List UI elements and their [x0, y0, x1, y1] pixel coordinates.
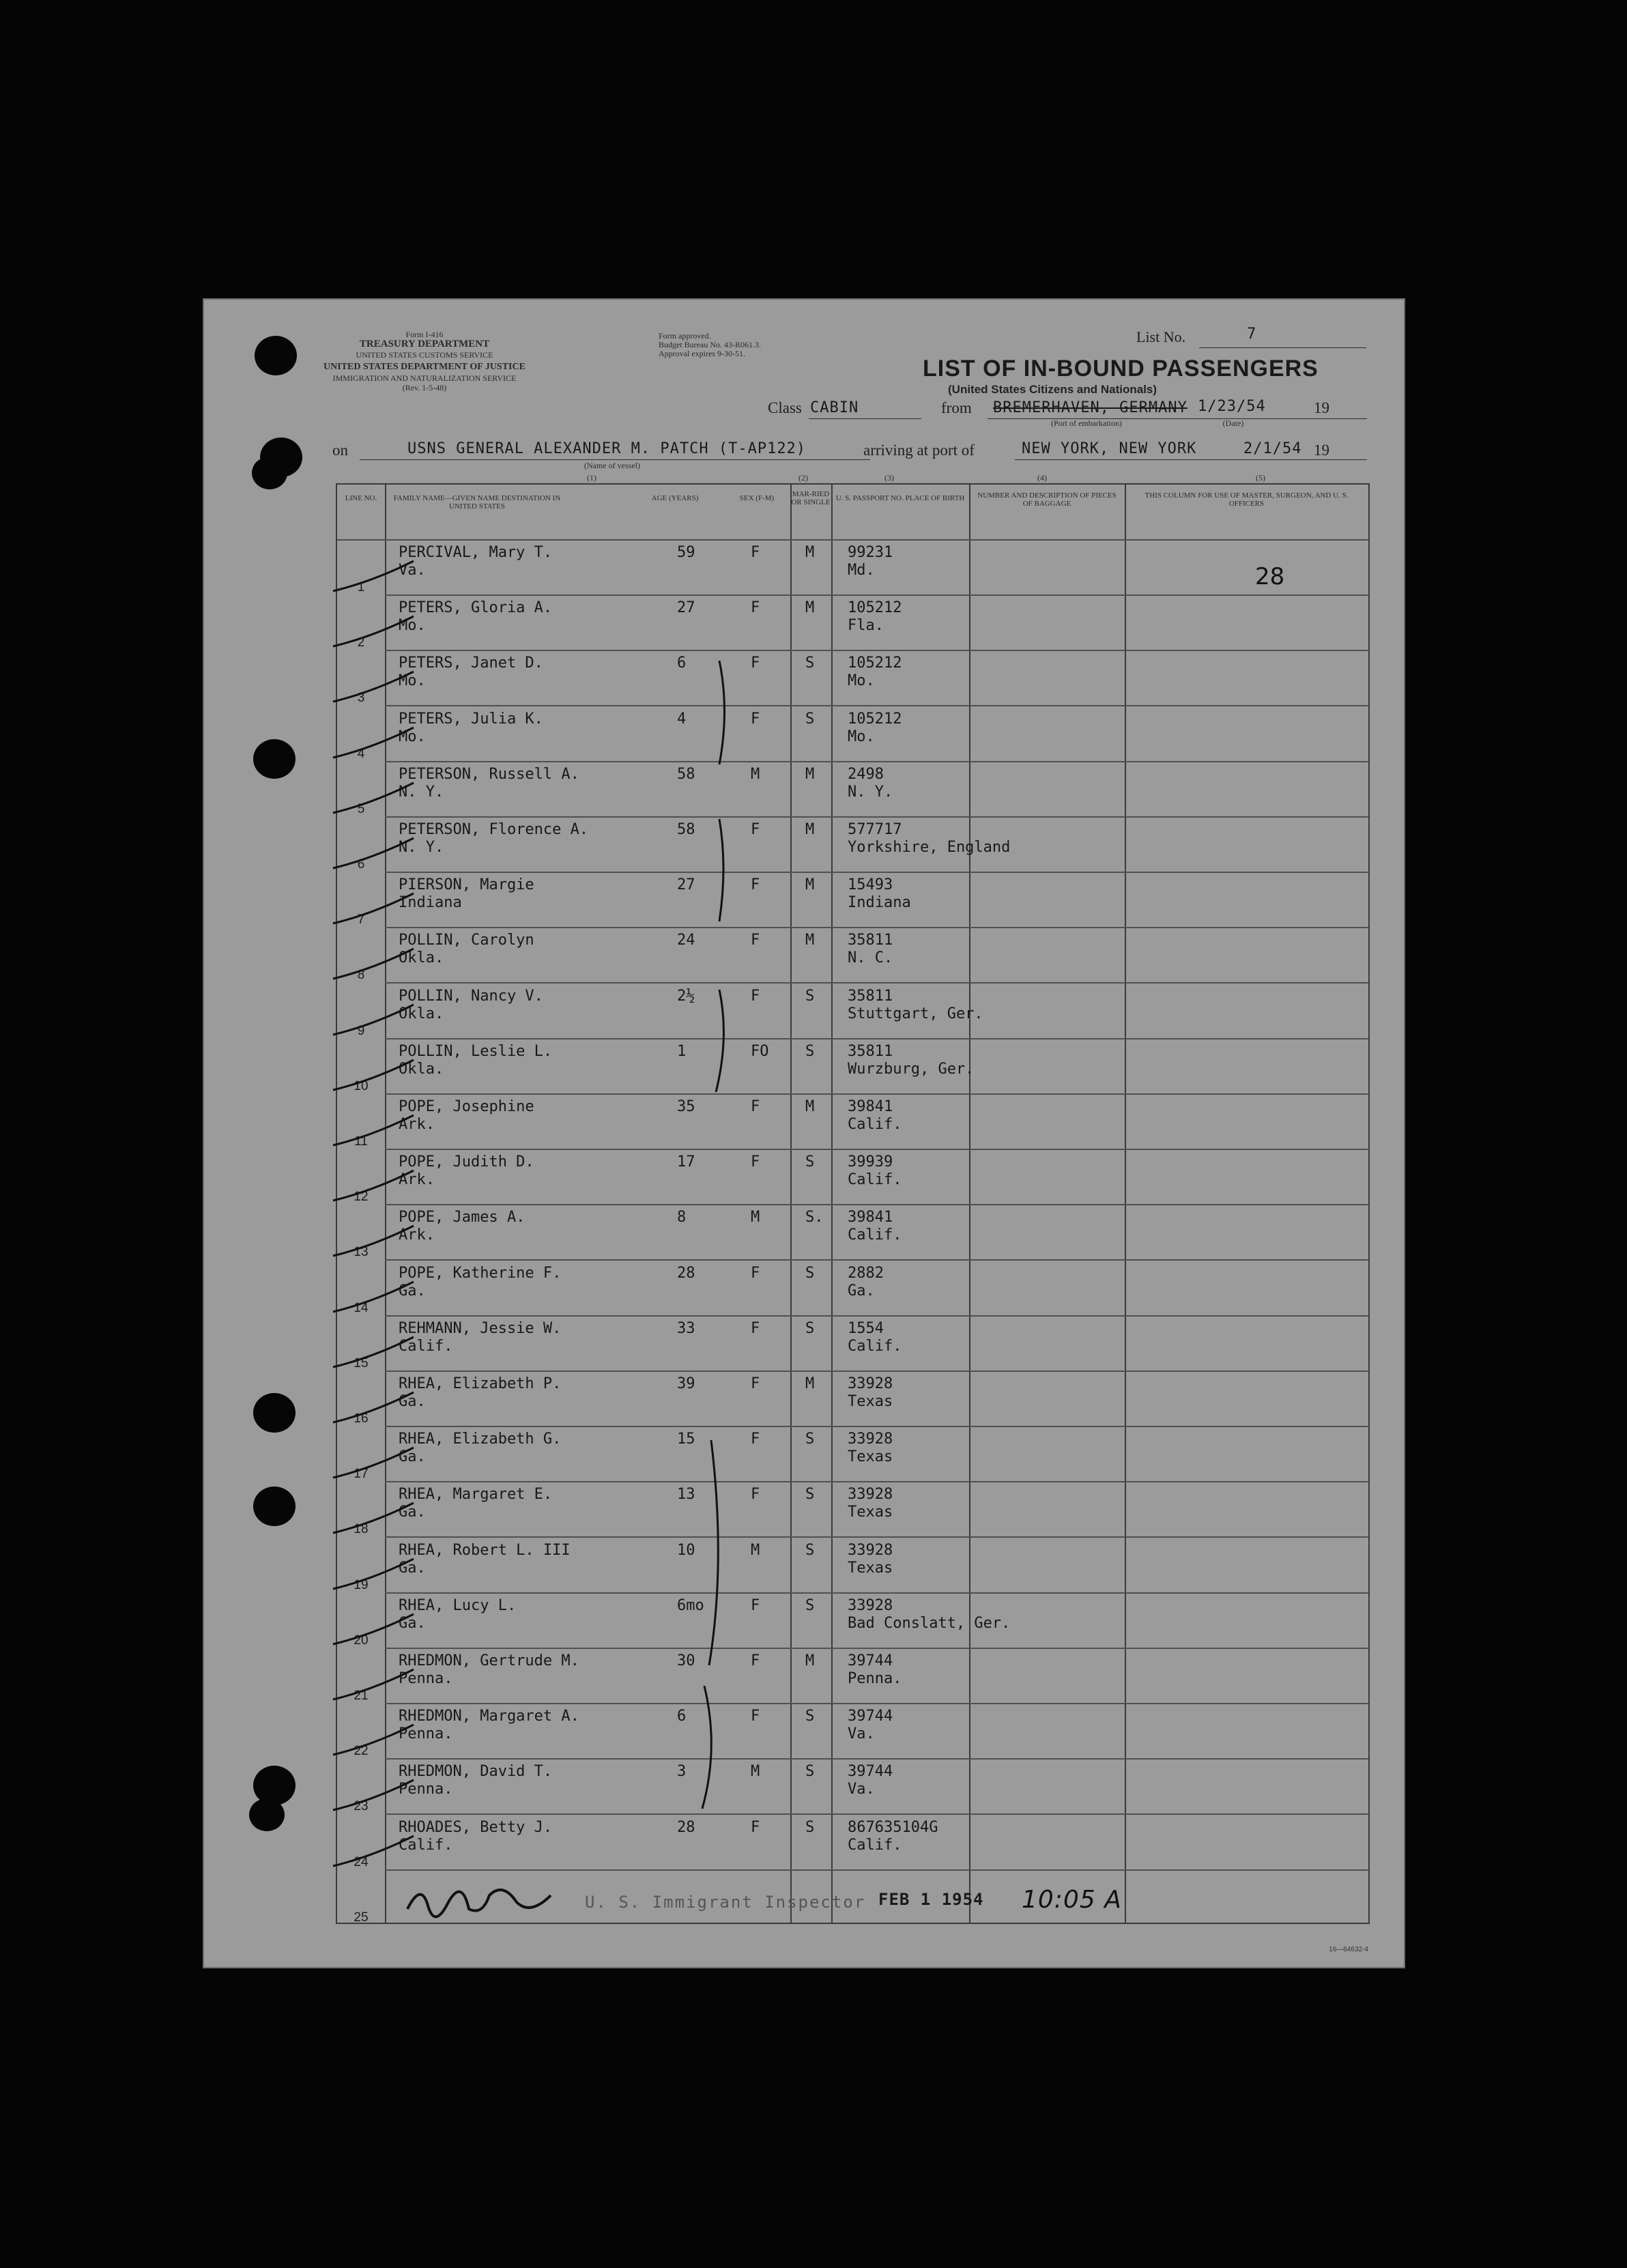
passport-no: 1554: [848, 1319, 884, 1337]
marital-status: S: [805, 1042, 815, 1060]
vessel-underline: [360, 459, 870, 460]
line-number: 20: [354, 1633, 369, 1648]
line-number: 1: [357, 580, 365, 594]
place-of-birth: Penna.: [848, 1670, 902, 1687]
sex: FO: [751, 1042, 769, 1060]
passport-no: 2498: [848, 765, 884, 783]
passenger-name: RHEA, Elizabeth G.: [399, 1431, 562, 1448]
sex: F: [751, 987, 760, 1005]
passport-no: 39744: [848, 1652, 893, 1669]
passenger-name: PETERS, Janet D.: [399, 655, 543, 672]
age: 17: [677, 1153, 695, 1171]
handwritten-marks: [337, 485, 1368, 1923]
place-of-birth: Texas: [848, 1559, 893, 1577]
head-passport: U. S. PASSPORT NO. PLACE OF BIRTH: [835, 494, 965, 502]
marital-status: S.: [805, 1209, 824, 1226]
line-number: 9: [357, 1023, 365, 1038]
place-of-birth: Calif.: [848, 1337, 902, 1355]
vessel-caption: (Name of vessel): [584, 461, 640, 470]
treasury-dept: TREASURY DEPARTMENT: [359, 339, 490, 349]
destination: Mo.: [399, 617, 426, 635]
passenger-name: PERCIVAL, Mary T.: [399, 544, 553, 561]
marital-status: M: [805, 544, 815, 561]
destination: Okla.: [399, 1060, 444, 1078]
destination: N. Y.: [399, 839, 444, 856]
destination: Ark.: [399, 1171, 435, 1189]
passport-no: 867635104G: [848, 1818, 938, 1836]
passenger-name: POPE, Josephine: [399, 1098, 534, 1115]
destination: Ga.: [399, 1282, 426, 1300]
passport-no: 39841: [848, 1098, 893, 1115]
col-num-2: (2): [798, 473, 808, 483]
age: 10: [677, 1541, 695, 1559]
age: 27: [677, 599, 695, 617]
marital-status: S: [805, 1153, 815, 1171]
passport-no: 39841: [848, 1209, 893, 1226]
sex: M: [751, 1209, 760, 1226]
place-of-birth: Calif.: [848, 1226, 902, 1244]
sex: F: [751, 1264, 760, 1282]
sex: F: [751, 1153, 760, 1171]
place-of-birth: N. C.: [848, 949, 893, 967]
line-number: 5: [357, 801, 365, 816]
passenger-name: POPE, James A.: [399, 1209, 525, 1226]
approval-line-2: Budget Bureau No. 43-R061.3.: [659, 340, 761, 349]
line-number: 12: [354, 1190, 369, 1205]
marital-status: M: [805, 1375, 815, 1392]
sex: F: [751, 1486, 760, 1504]
sex: F: [751, 932, 760, 949]
place-of-birth: Texas: [848, 1504, 893, 1521]
head-baggage: NUMBER AND DESCRIPTION OF PIECES OF BAGGAGE: [977, 491, 1117, 508]
place-of-birth: Stuttgart, Ger.: [848, 1005, 983, 1022]
passport-no: 33928: [848, 1375, 893, 1392]
head-name: FAMILY NAME—GIVEN NAME DESTINATION IN UNITED STATES: [393, 494, 561, 511]
embark-caption: (Port of embarkation): [1051, 418, 1122, 428]
head-line-no: LINE NO.: [345, 494, 377, 502]
marital-status: M: [805, 1652, 815, 1669]
passport-no: 35811: [848, 987, 893, 1005]
destination: Ga.: [399, 1504, 426, 1521]
marital-status: M: [805, 876, 815, 894]
age: 39: [677, 1375, 695, 1392]
sex: F: [751, 599, 760, 617]
on-label: on: [332, 442, 348, 459]
line-number: 23: [354, 1799, 369, 1814]
marital-status: S: [805, 1763, 815, 1781]
punch-hole-3: [252, 457, 287, 489]
manifest-sheet: [203, 298, 1405, 1968]
sex: F: [751, 821, 760, 838]
age: 4: [677, 710, 687, 728]
sex: F: [751, 1596, 760, 1614]
age: 2½: [677, 987, 695, 1005]
marital-status: S: [805, 1264, 815, 1282]
age: 28: [677, 1818, 695, 1836]
line-number: 6: [357, 857, 365, 872]
passenger-name: RHEA, Margaret E.: [399, 1486, 553, 1504]
marital-status: S: [805, 710, 815, 728]
place-of-birth: Texas: [848, 1448, 893, 1466]
passenger-name: POLLIN, Nancy V.: [399, 987, 543, 1005]
place-of-birth: Md.: [848, 562, 875, 579]
line-number: 19: [354, 1577, 369, 1592]
destination: Calif.: [399, 1836, 453, 1854]
line-number: 24: [354, 1854, 369, 1869]
line-number: 4: [357, 746, 365, 761]
from-date: 1/23/54: [1198, 398, 1266, 415]
punch-hole-5: [253, 1393, 296, 1433]
document-subtitle: (United States Citizens and Nationals): [948, 383, 1157, 396]
marital-status: S: [805, 655, 815, 672]
passenger-name: RHOADES, Betty J.: [399, 1818, 553, 1836]
date-caption: (Date): [1222, 418, 1244, 428]
passport-no: 39744: [848, 1708, 893, 1725]
destination: N. Y.: [399, 783, 444, 801]
justice-dept: UNITED STATES DEPARTMENT OF JUSTICE: [323, 362, 525, 372]
passport-no: 39939: [848, 1153, 893, 1171]
passport-no: 33928: [848, 1431, 893, 1448]
passenger-table: [336, 483, 1370, 1924]
arriving-underline: [1015, 459, 1367, 460]
sex: F: [751, 1818, 760, 1836]
passport-no: 33928: [848, 1596, 893, 1614]
line-number: 17: [354, 1467, 369, 1482]
customs-service: UNITED STATES CUSTOMS SERVICE: [356, 350, 493, 360]
age: 27: [677, 876, 695, 894]
place-of-birth: Fla.: [848, 617, 884, 635]
marital-status: M: [805, 821, 815, 838]
passenger-name: POLLIN, Carolyn: [399, 932, 534, 949]
from-year-label: 19: [1314, 399, 1329, 416]
inspector-signature: [401, 1875, 578, 1923]
line-number: 7: [357, 913, 365, 928]
marital-status: M: [805, 599, 815, 617]
arriving-date: 2/1/54: [1243, 440, 1302, 457]
destination: Ga.: [399, 1614, 426, 1632]
passport-no: 99231: [848, 544, 893, 561]
line-number: 15: [354, 1355, 369, 1370]
stamp-date: FEB 1 1954: [878, 1890, 984, 1909]
destination: Calif.: [399, 1337, 453, 1355]
passport-no: 15493: [848, 876, 893, 894]
passenger-name: PETERS, Julia K.: [399, 710, 543, 728]
marital-status: S: [805, 1541, 815, 1559]
place-of-birth: Mo.: [848, 672, 875, 690]
form-code: 16—64632-4: [1329, 1946, 1368, 1953]
age: 35: [677, 1098, 695, 1115]
destination: Mo.: [399, 728, 426, 745]
revision-date: (Rev. 1-5-48): [402, 383, 447, 392]
destination: Ga.: [399, 1448, 426, 1466]
marital-status: S: [805, 1596, 815, 1614]
approval-line-1: Form approved.: [659, 331, 711, 341]
passport-no: 35811: [848, 1042, 893, 1060]
age: 33: [677, 1319, 695, 1337]
sex: F: [751, 1652, 760, 1669]
marital-status: M: [805, 1098, 815, 1115]
age: 6mo: [677, 1596, 704, 1614]
place-of-birth: Texas: [848, 1393, 893, 1410]
destination: Ga.: [399, 1393, 426, 1410]
ins-service: IMMIGRATION AND NATURALIZATION SERVICE: [332, 373, 517, 383]
from-port: BREMERHAVEN, GERMANY: [993, 399, 1187, 416]
form-number: Form I-416: [405, 330, 444, 339]
destination: Ark.: [399, 1226, 435, 1244]
place-of-birth: Va.: [848, 1781, 875, 1798]
passenger-name: RHEDMON, Margaret A.: [399, 1708, 579, 1725]
line-number: 22: [354, 1744, 369, 1759]
passenger-name: POLLIN, Leslie L.: [399, 1042, 553, 1060]
sex: F: [751, 876, 760, 894]
age: 1: [677, 1042, 687, 1060]
col-num-3: (3): [884, 473, 894, 483]
place-of-birth: Calif.: [848, 1116, 902, 1133]
passport-no: 2882: [848, 1264, 884, 1282]
destination: Penna.: [399, 1670, 453, 1687]
arrival-time-note: 10:05 A: [1022, 1886, 1122, 1914]
line-number: 2: [357, 635, 365, 650]
marital-status: M: [805, 765, 815, 783]
head-officers: THIS COLUMN FOR USE OF MASTER, SURGEON, AND U. S. OFFICERS: [1144, 491, 1349, 508]
approval-line-3: Approval expires 9-30-51.: [659, 349, 745, 358]
passenger-name: POPE, Katherine F.: [399, 1264, 562, 1282]
marital-status: S: [805, 1818, 815, 1836]
place-of-birth: Va.: [848, 1725, 875, 1743]
list-no-underline: [1199, 347, 1366, 348]
sex: M: [751, 1763, 760, 1781]
passenger-name: POPE, Judith D.: [399, 1153, 534, 1171]
destination: Mo.: [399, 672, 426, 690]
passenger-name: RHEA, Elizabeth P.: [399, 1375, 562, 1392]
marital-status: S: [805, 1431, 815, 1448]
passport-no: 39744: [848, 1763, 893, 1781]
line-number: 11: [354, 1134, 368, 1149]
passport-no: 105212: [848, 655, 902, 672]
punch-hole-6: [253, 1487, 296, 1526]
marital-status: S: [805, 1486, 815, 1504]
line-number: 10: [354, 1078, 369, 1093]
line-number: 18: [354, 1522, 369, 1537]
sex: F: [751, 1319, 760, 1337]
line-number: 3: [357, 691, 365, 706]
marital-status: S: [805, 1708, 815, 1725]
line-number: 25: [354, 1910, 369, 1925]
inspector-stamp: U. S. Immigrant Inspector: [585, 1893, 866, 1912]
document-title: LIST OF IN-BOUND PASSENGERS: [923, 356, 1319, 382]
class-underline: [809, 418, 921, 419]
age: 6: [677, 655, 687, 672]
passenger-name: PETERSON, Russell A.: [399, 765, 579, 783]
age: 59: [677, 544, 695, 561]
col-num-4: (4): [1037, 473, 1047, 483]
arriving-year-label: 19: [1314, 442, 1329, 459]
passport-no: 577717: [848, 821, 902, 838]
head-sex: SEX (F-M): [739, 494, 775, 502]
destination: Ark.: [399, 1116, 435, 1133]
place-of-birth: Ga.: [848, 1282, 875, 1300]
passenger-name: PIERSON, Margie: [399, 876, 534, 894]
line-number: 14: [354, 1300, 369, 1315]
arriving-port: NEW YORK, NEW YORK: [1022, 440, 1197, 457]
passenger-name: REHMANN, Jessie W.: [399, 1319, 562, 1337]
passport-no: 105212: [848, 710, 902, 728]
passport-no: 33928: [848, 1486, 893, 1504]
passport-no: 105212: [848, 599, 902, 617]
sex: F: [751, 1375, 760, 1392]
passenger-name: RHEA, Lucy L.: [399, 1596, 517, 1614]
from-label: from: [941, 399, 972, 416]
place-of-birth: Wurzburg, Ger.: [848, 1060, 975, 1078]
arriving-label: arriving at port of: [863, 442, 975, 459]
sex: M: [751, 765, 760, 783]
sex: F: [751, 544, 760, 561]
sex: F: [751, 1708, 760, 1725]
destination: Ga.: [399, 1559, 426, 1577]
age: 13: [677, 1486, 695, 1504]
head-married: MAR-RIED OR SINGLE: [791, 490, 831, 506]
officer-count-note: 28: [1255, 563, 1285, 590]
place-of-birth: N. Y.: [848, 783, 893, 801]
class-value: CABIN: [810, 399, 859, 416]
place-of-birth: Mo.: [848, 728, 875, 745]
col-num-5: (5): [1256, 473, 1265, 483]
destination: Penna.: [399, 1781, 453, 1798]
passenger-name: RHEDMON, David T.: [399, 1763, 553, 1781]
marital-status: S: [805, 1319, 815, 1337]
marital-status: M: [805, 932, 815, 949]
list-no-label: List No.: [1136, 328, 1186, 345]
destination: Penna.: [399, 1725, 453, 1743]
passenger-name: PETERS, Gloria A.: [399, 599, 553, 617]
destination: Okla.: [399, 1005, 444, 1022]
col-num-1: (1): [587, 473, 596, 483]
passenger-name: PETERSON, Florence A.: [399, 821, 589, 838]
line-number: 16: [354, 1411, 369, 1426]
destination: Va.: [399, 562, 426, 579]
sex: F: [751, 1431, 760, 1448]
line-number: 13: [354, 1245, 369, 1260]
age: 8: [677, 1209, 687, 1226]
punch-hole-8: [249, 1798, 285, 1831]
class-label: Class: [768, 399, 802, 416]
place-of-birth: Indiana: [848, 894, 911, 912]
head-age: AGE (YEARS): [651, 494, 699, 502]
sex: F: [751, 710, 760, 728]
passport-no: 33928: [848, 1541, 893, 1559]
passport-no: 35811: [848, 932, 893, 949]
passenger-name: RHEA, Robert L. III: [399, 1541, 571, 1559]
destination: Okla.: [399, 949, 444, 967]
age: 24: [677, 932, 695, 949]
line-number: 21: [354, 1689, 369, 1703]
marital-status: S: [805, 987, 815, 1005]
sex: F: [751, 1098, 760, 1115]
place-of-birth: Calif.: [848, 1836, 902, 1854]
vessel-name: USNS GENERAL ALEXANDER M. PATCH (T-AP122): [407, 440, 807, 457]
line-number: 8: [357, 968, 365, 983]
age: 58: [677, 821, 695, 838]
sex: M: [751, 1541, 760, 1559]
punch-hole-1: [255, 336, 297, 375]
age: 3: [677, 1763, 687, 1781]
age: 28: [677, 1264, 695, 1282]
age: 58: [677, 765, 695, 783]
age: 6: [677, 1708, 687, 1725]
age: 30: [677, 1652, 695, 1669]
punch-hole-4: [253, 739, 296, 779]
list-no-value: 7: [1247, 326, 1256, 343]
sex: F: [751, 655, 760, 672]
place-of-birth: Bad Conslatt, Ger.: [848, 1614, 1011, 1632]
age: 15: [677, 1431, 695, 1448]
destination: Indiana: [399, 894, 462, 912]
place-of-birth: Yorkshire, England: [848, 839, 1011, 856]
place-of-birth: Calif.: [848, 1171, 902, 1189]
passenger-name: RHEDMON, Gertrude M.: [399, 1652, 579, 1669]
